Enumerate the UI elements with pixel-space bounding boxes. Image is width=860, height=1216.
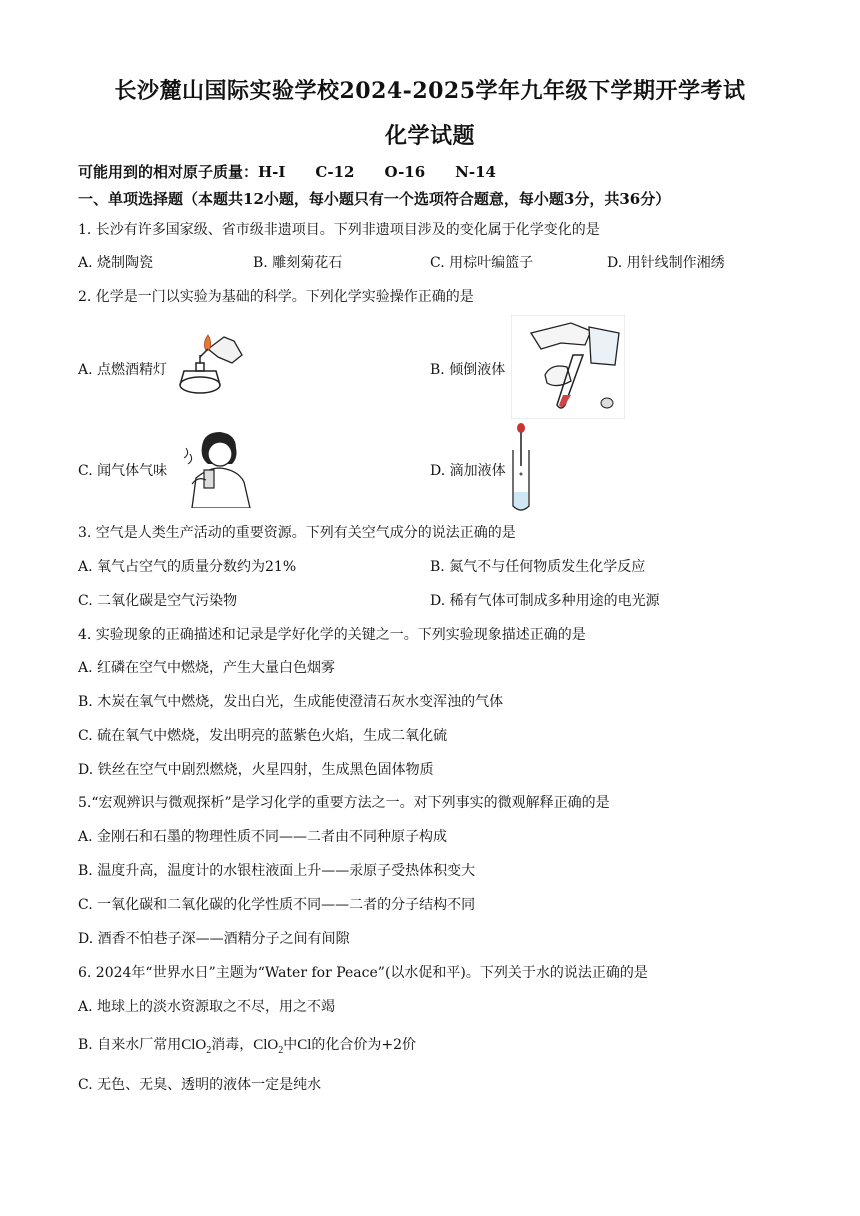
- q4-option-b: B. 木炭在氧气中燃烧，发出白光，生成能使澄清石灰水变浑浊的气体: [78, 694, 504, 710]
- formula-clo2: ClO$_2$: [181, 1037, 212, 1056]
- element-cl: Cl: [297, 1037, 312, 1053]
- q1-option-b: B. 雕刻菊花石: [253, 255, 343, 271]
- q5-option-b: B. 温度升高，温度计的水银柱液面上升——汞原子受热体积变大: [78, 863, 476, 879]
- formula-clo2-second: ClO$_2$: [253, 1037, 284, 1056]
- q1-option-a: A. 烧制陶瓷: [78, 255, 154, 271]
- q5-option-d: D. 酒香不怕巷子深——酒精分子之间有间隙: [78, 931, 350, 947]
- question-4-stem: 4. 实验现象的正确描述和记录是学好化学的关键之一。下列实验现象描述正确的是: [78, 627, 586, 643]
- section-heading: 一、单项选择题（本题共12小题，每小题只有一个选项符合题意，每小题3分，共36分）: [78, 190, 671, 208]
- q5-option-c: C. 一氧化碳和二氧化碳的化学性质不同——二者的分子结构不同: [78, 897, 476, 913]
- exam-title: 长沙麓山国际实验学校2024-2025学年九年级下学期开学考试: [114, 78, 746, 104]
- q6-option-c: C. 无色、无臭、透明的液体一定是纯水: [78, 1077, 322, 1093]
- pouring-liquid-illustration: [511, 315, 625, 419]
- q4-option-a: A. 红磷在空气中燃烧，产生大量白色烟雾: [78, 660, 336, 676]
- q1-option-d: D. 用针线制作湘绣: [607, 255, 725, 271]
- q3-option-b: B. 氮气不与任何物质发生化学反应: [430, 559, 646, 575]
- question-6-stem: 6. 2024年“世界水日”主题为“Water for Peace”(以水促和平)。下列关于水的说法正确的是: [78, 965, 648, 981]
- smelling-gas-illustration: [178, 428, 258, 508]
- q6-option-b-text-4: 的化合价为+2价: [311, 1037, 417, 1053]
- q6-option-b: [78, 1034, 416, 1056]
- q6-option-b-text-1: B. 自来水厂常用: [78, 1037, 182, 1053]
- dropping-liquid-illustration: [508, 422, 534, 514]
- q3-option-c: C. 二氧化碳是空气污染物: [78, 593, 238, 609]
- q3-option-a: A. 氧气占空气的质量分数约为21%: [78, 559, 297, 575]
- q4-option-c: C. 硫在氧气中燃烧，发出明亮的蓝紫色火焰，生成二氧化硫: [78, 728, 448, 744]
- q3-option-d: D. 稀有气体可制成多种用途的电光源: [430, 593, 660, 609]
- q1-option-c: C. 用棕叶编篮子: [430, 255, 534, 271]
- q5-option-a: A. 金刚石和石墨的物理性质不同——二者由不同种原子构成: [78, 829, 448, 845]
- question-5-stem: 5.“宏观辨识与微观探析”是学习化学的重要方法之一。对下列事实的微观解释正确的是: [78, 795, 610, 811]
- question-3-stem: 3. 空气是人类生产活动的重要资源。下列有关空气成分的说法正确的是: [78, 525, 516, 541]
- q2-option-b: B. 倾倒液体: [430, 362, 506, 378]
- question-2-stem: 2. 化学是一门以实验为基础的科学。下列化学实验操作正确的是: [78, 289, 474, 305]
- q2-option-c: C. 闻气体气味: [78, 463, 168, 479]
- atomic-masses: 可能用到的相对原子质量：H-I C-12 O-16 N-14: [78, 163, 496, 181]
- q2-option-a: A. 点燃酒精灯: [78, 362, 168, 378]
- q6-option-b-text-3: 中: [283, 1037, 298, 1053]
- exam-subtitle: 化学试题: [384, 123, 475, 149]
- q4-option-d: D. 铁丝在空气中剧烈燃烧，火星四射，生成黑色固体物质: [78, 762, 434, 778]
- question-1-stem: 1. 长沙有许多国家级、省市级非遗项目。下列非遗项目涉及的变化属于化学变化的是: [78, 222, 600, 238]
- q2-option-d: D. 滴加液体: [430, 463, 506, 479]
- q6-option-a: A. 地球上的淡水资源取之不尽，用之不竭: [78, 999, 336, 1015]
- alcohol-lamp-lighting-illustration: [162, 327, 248, 403]
- q6-option-b-text-2: 消毒，: [211, 1037, 254, 1053]
